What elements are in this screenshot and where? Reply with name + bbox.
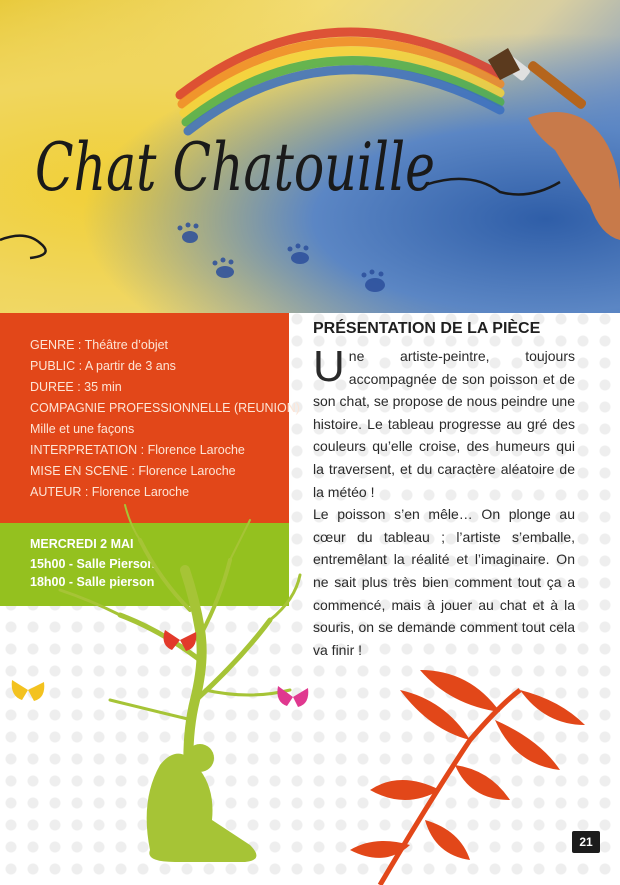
info-company-name: Mille et une façons [30, 422, 135, 436]
schedule-session: 18h00 - Salle pierson [30, 575, 155, 589]
info-public: PUBLIC : A partir de 3 ans [30, 359, 176, 373]
schedule-date: MERCREDI 2 MAI [30, 537, 134, 551]
info-direction: MISE EN SCENE : Florence Laroche [30, 464, 236, 478]
figure-head-icon [186, 744, 214, 772]
info-duration: DUREE : 35 min [30, 380, 122, 394]
show-title-handwritten: Chat Chatouille [35, 129, 435, 206]
paragraph-text: ne artiste-peintre, toujours accompagnée de son poisson et de son chat, se propose de nous peindre une histoire. Le tableau progresse au gré des couleurs qu’elle croise, des humeurs qui la traversent, et du caractère aléatoire de la météo ! [313, 348, 575, 500]
butterfly-icon [277, 686, 308, 707]
schedule-session: 15h00 - Salle Pierson [30, 557, 156, 571]
info-genre: GENRE : Théâtre d’objet [30, 338, 169, 352]
presentation-paragraph: Le poisson s’en mêle… On plonge au cœur du tableau ; l’artiste s’emballe, entremêlant la réalité et l’imaginaire. On ne sait plus très bien comment tout ça a commencé, mais à jouer au chat et à la souris, on se demande comment tout cela va finir ! [313, 506, 575, 658]
info-author: AUTEUR : Florence Laroche [30, 485, 190, 499]
info-interpretation: INTERPRETATION : Florence Laroche [30, 443, 245, 457]
leaf-branch-icon [350, 670, 585, 885]
page-number: 21 [572, 831, 600, 853]
presentation-title: PRÉSENTATION DE LA PIÈCE [313, 320, 541, 337]
tree-figure-icon [60, 505, 300, 795]
info-company: COMPAGNIE PROFESSIONNELLE (REUNION) [30, 401, 300, 415]
drop-cap: U [313, 342, 345, 391]
butterfly-icon [12, 680, 45, 701]
